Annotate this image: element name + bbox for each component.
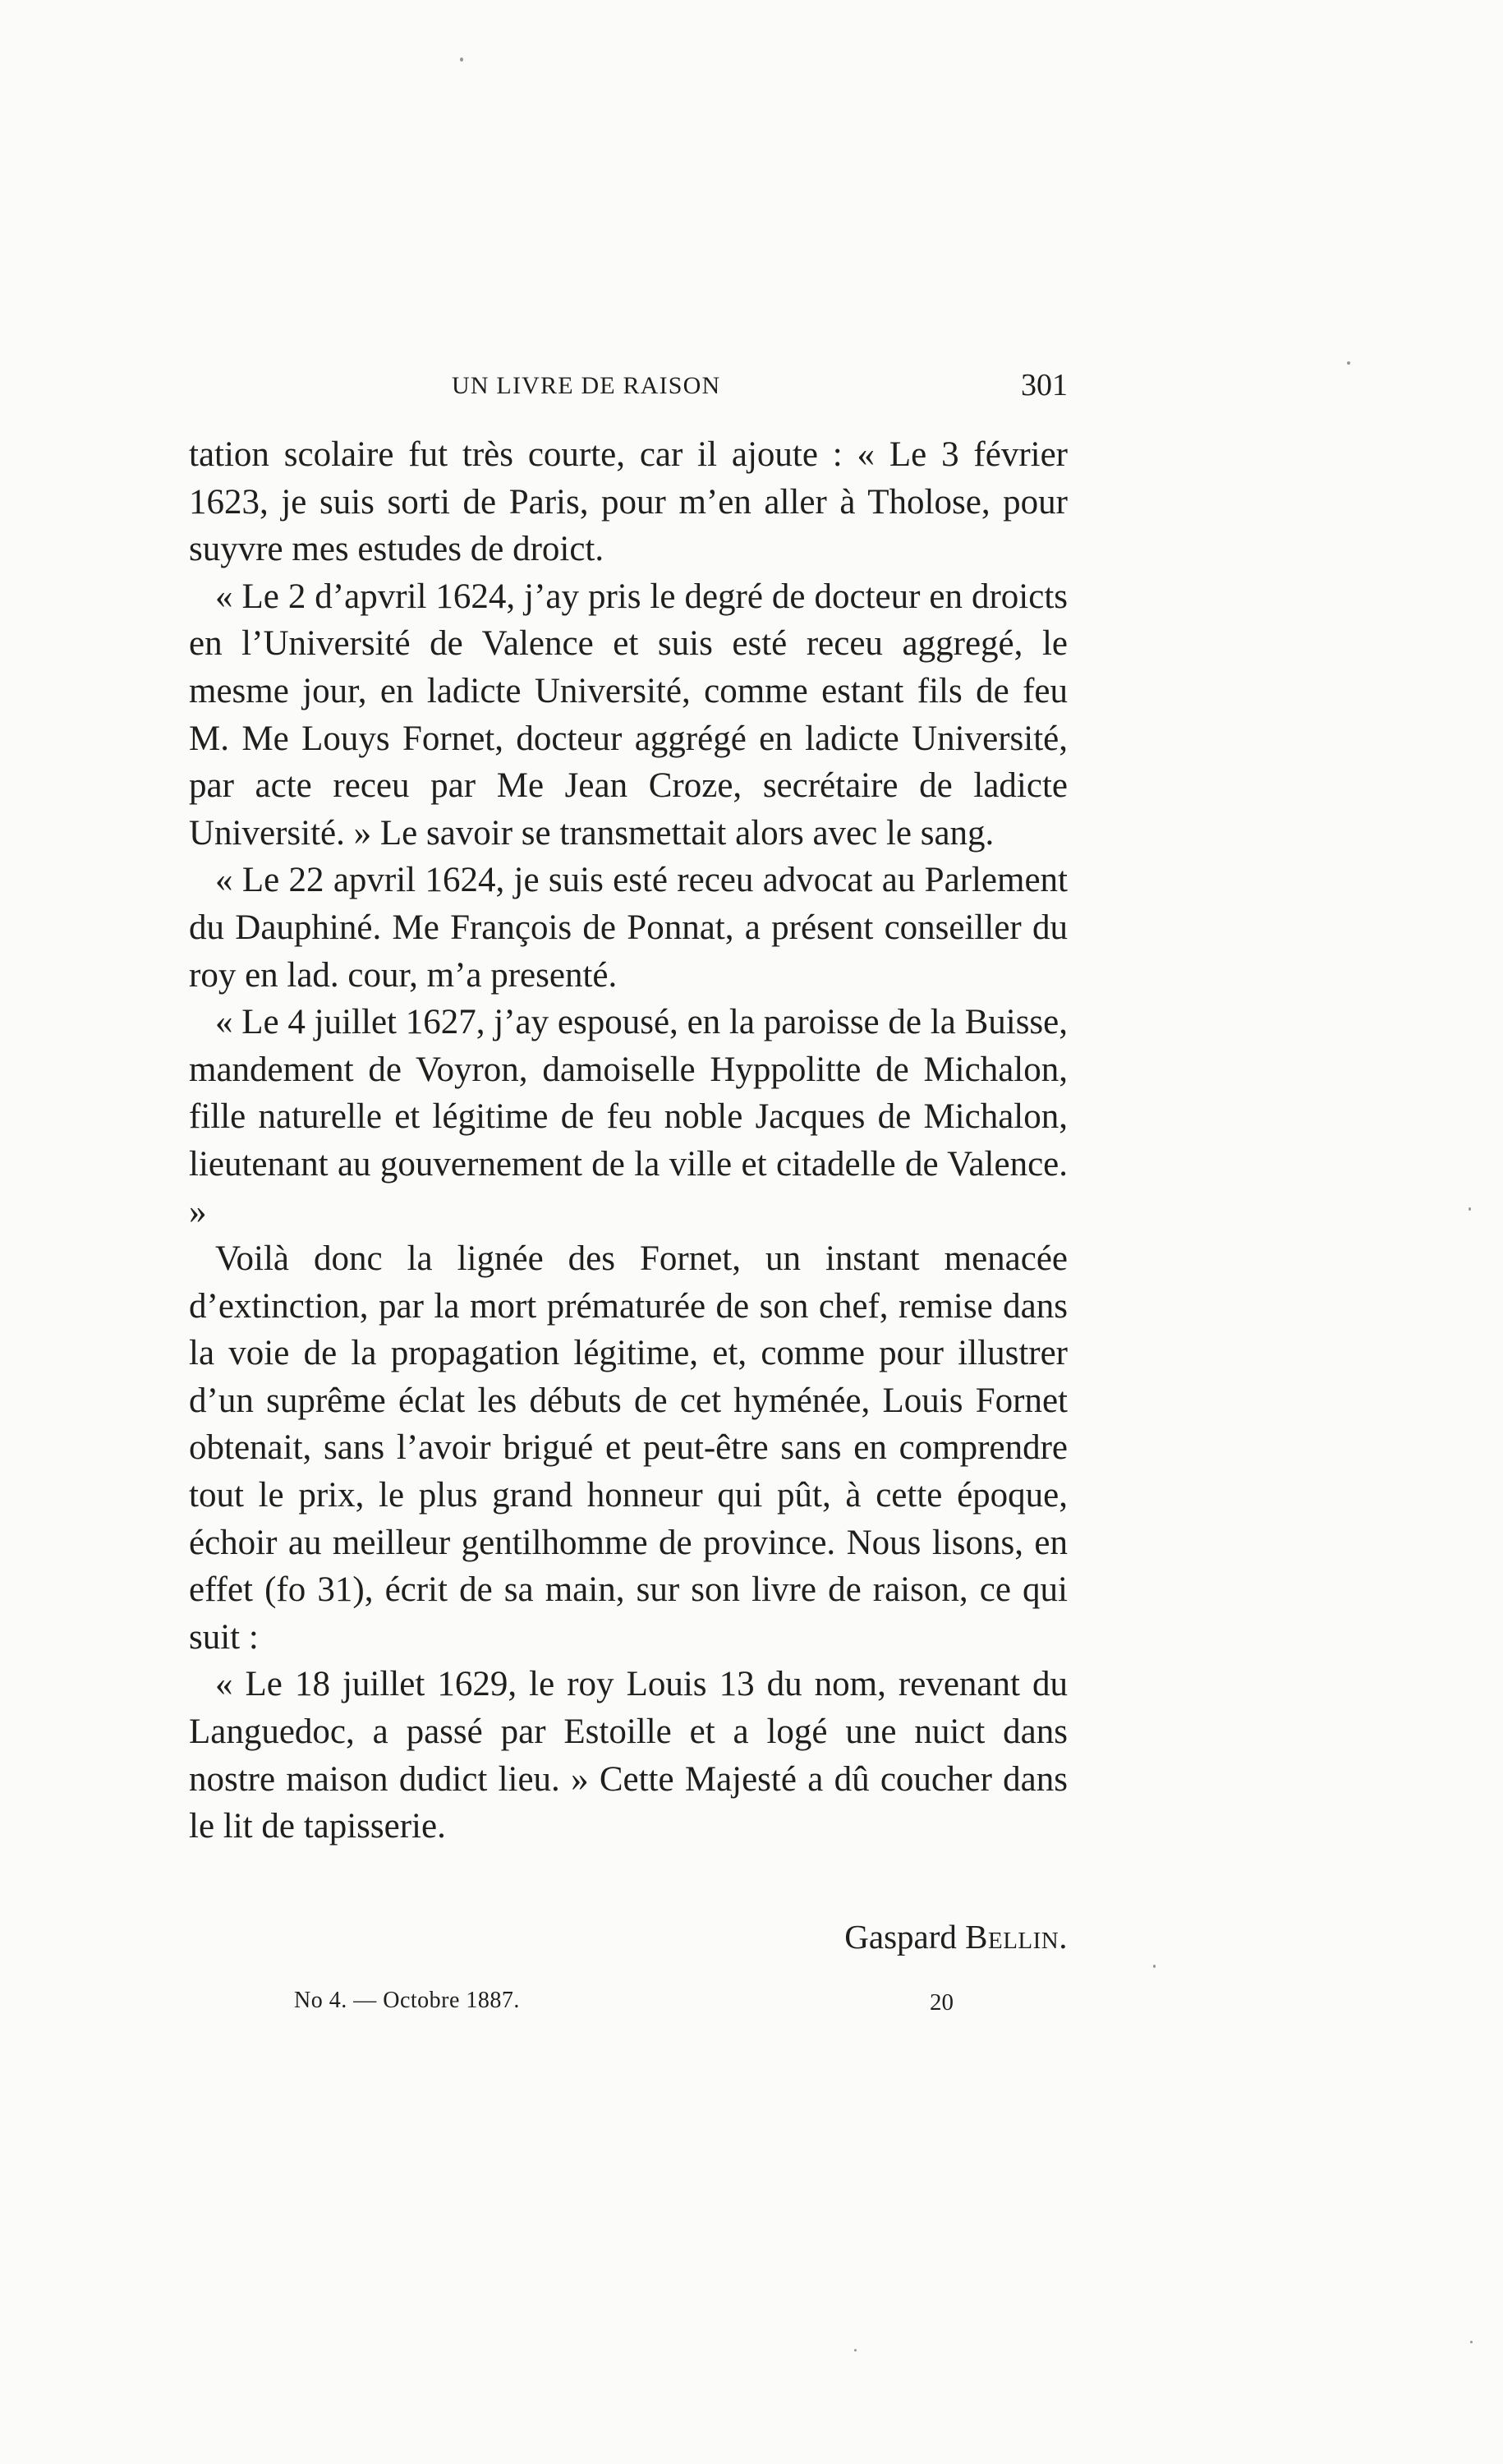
body-text (189, 431, 1068, 1850)
paper-speck (1470, 2341, 1473, 2343)
author-last-name: Bellin. (965, 1918, 1068, 1956)
paper-speck (1347, 361, 1350, 365)
paper-speck (854, 2349, 857, 2351)
paper-speck (1153, 1965, 1156, 1968)
paragraph-6: « Le 18 juillet 1629, le roy Louis 13 du nom, revenant du Languedoc, a passé par Estoille et a logé une nuict dans nostre maison dudict lieu. » Cette Majesté a dû coucher dans le lit de tapisserie. (189, 1665, 1068, 1846)
author-signature (844, 1916, 1068, 1957)
paragraph-3: « Le 22 apvril 1624, je suis esté receu advocat au Parlement du Dauphiné. Me François de Ponnat, a présent conseiller du roy en lad. cour, m’a presenté. (189, 861, 1068, 995)
running-title: UN LIVRE DE RAISON (452, 372, 721, 399)
page-header (189, 370, 1068, 419)
paragraph-5: Voilà donc la lignée des Fornet, un instant menacée d’extinction, par la mort prématurée de son chef, remise dans la voie de la propagation légitime, et, comme pour illustrer d’un suprême éclat les débuts de cet hyménée, Louis Fornet obtenait, sans l’avoir brigué et peut-être sans en comprendre tout le prix, le plus grand honneur qui pût, à cette époque, échoir au meilleur gentilhomme de province. Nous lisons, en effet (fo 31), écrit de sa main, sur son livre de raison, ce qui suit : (189, 1239, 1068, 1657)
issue-info: No 4. — Octobre 1887. (294, 1988, 520, 2013)
signature-mark: 20 (930, 1989, 954, 2016)
paper-speck (460, 57, 463, 62)
page-number: 301 (1021, 368, 1068, 402)
paragraph-2: « Le 2 d’apvril 1624, j’ay pris le degré de docteur en droicts en l’Université de Valence et suis esté receu aggregé, le mesme jour, en ladicte Université, comme estant fils de feu M. Me Louys Fornet, docteur aggrégé en ladicte Université, par acte receu par Me Jean Croze, secrétaire de ladicte Université. » Le savoir se transmettait alors avec le sang. (189, 577, 1068, 853)
author-first-name: Gaspard (844, 1918, 957, 1956)
paragraph-1: tation scolaire fut très courte, car il ajoute : « Le 3 février 1623, je suis sorti de Paris, pour m’en aller à Tholose, pour suyvre mes estudes de droict. (189, 435, 1068, 569)
paragraph-4: « Le 4 juillet 1627, j’ay espousé, en la paroisse de la Buisse, mandement de Voyron, damoiselle Hyppolitte de Michalon, fille naturelle et légitime de feu noble Jacques de Michalon, lieutenant au gouvernement de la ville et citadelle de Valence. » (189, 1003, 1068, 1231)
page-footer (0, 1986, 1503, 2027)
paper-speck (1469, 1207, 1471, 1211)
